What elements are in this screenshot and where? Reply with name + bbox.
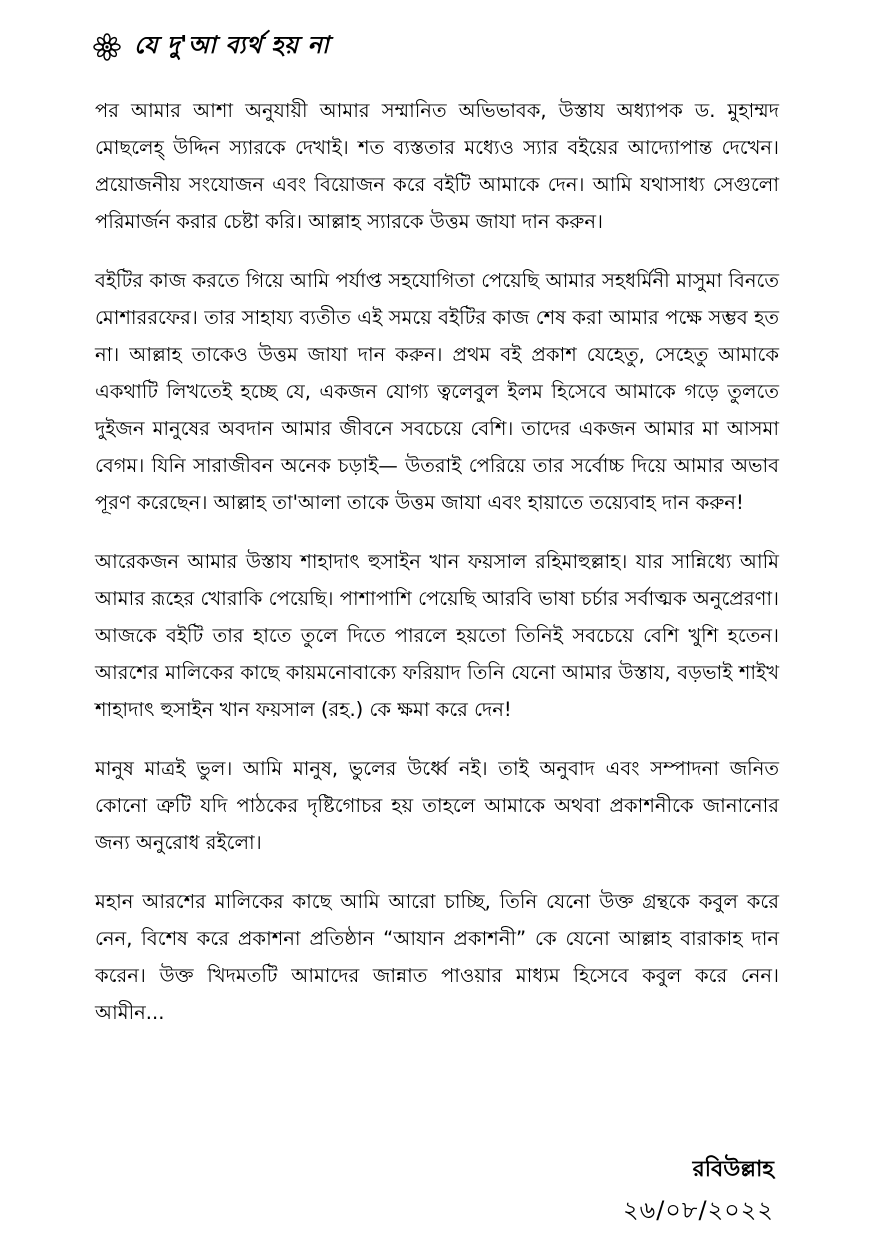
- running-header: [92, 26, 329, 68]
- body-text: [95, 92, 779, 1053]
- flower-ornament-icon: [92, 32, 122, 62]
- paragraph: পর আমার আশা অনুযায়ী আমার সম্মানিত অভিভাবক, উস্তায অধ্যাপক ড. মুহাম্মদ মোছলেহ্ উদ্দিন স্যারকে দেখাই। শত ব্যস্ততার মধ্যেও স্যার বইয়ের আদ্যোপান্ত দেখেন। প্রয়োজনীয় সংযোজন এবং বিয়োজন করে বইটি আমাকে দেন। আমি যথাসাধ্য সেগুলো পরিমার্জন করার চেষ্টা করি। আল্লাহ স্যারকে উত্তম জাযা দান করুন।: [95, 99, 779, 233]
- paragraph: আরেকজন আমার উস্তায শাহাদাৎ হুসাইন খান ফয়সাল রহিমাহুল্লাহ। যার সান্নিধ্যে আমি আমার রূহের খোরাকি পেয়েছি। পাশাপাশি পেয়েছি আরবি ভাষা চর্চার সর্বাত্মক অনুপ্রেরণা। আজকে বইটি তার হাতে তুলে দিতে পারলে হয়তো তিনিই সবচেয়ে বেশি খুশি হতেন। আরশের মালিকের কাছে কায়মনোবাক্যে ফরিয়াদ তিনি যেনো আমার উস্তায, বড়ভাই শাইখ শাহাদাৎ হুসাইন খান ফয়সাল (রহ.) কে ক্ষমা করে দেন!: [95, 550, 779, 721]
- paragraph: মহান আরশের মালিকের কাছে আমি আরো চাচ্ছি, তিনি যেনো উক্ত গ্রন্থকে কবুল করে নেন, বিশেষ করে প্রকাশনা প্রতিষ্ঠান “আযান প্রকাশনী” কে যেনো আল্লাহ বারাকাহ দান করেন। উক্ত খিদমতটি আমাদের জান্নাত পাওয়ার মাধ্যম হিসেবে কবুল করে নেন। আমীন...: [95, 890, 779, 1024]
- header-title: যে দু'আ ব্যর্থ হয় না: [134, 30, 330, 59]
- paragraph: বইটির কাজ করতে গিয়ে আমি পর্যাপ্ত সহযোগিতা পেয়েছি আমার সহধর্মিনী মাসুমা বিনতে মোশাররফের। তার সাহায্য ব্যতীত এই সময়ে বইটির কাজ শেষ করা আমার পক্ষে সম্ভব হত না। আল্লাহ তাকেও উত্তম জাযা দান করুন। প্রথম বই প্রকাশ যেহেতু, সেহেতু আমাকে একথাটি লিখতেই হচ্ছে যে, একজন যোগ্য ত্বলেবুল ইলম হিসেবে আমাকে গড়ে তুলতে দুইজন মানুষের অবদান আমার জীবনে সবচেয়ে বেশি। তাদের একজন আমার মা আসমা বেগম। যিনি সারাজীবন অনেক চড়াই— উতরাই পেরিয়ে তার সর্বোচ্চ দিয়ে আমার অভাব পূরণ করেছেন। আল্লাহ তা'আলা তাকে উত্তম জাযা এবং হায়াতে তয়্যেবাহ দান করুন!: [95, 269, 779, 514]
- paragraph: মানুষ মাত্রই ভুল। আমি মানুষ, ভুলের উর্ধ্বে নই। তাই অনুবাদ এবং সম্পাদনা জনিত কোনো ত্রুটি যদি পাঠকের দৃষ্টিগোচর হয় তাহলে আমাকে অথবা প্রকাশনীকে জানানোর জন্য অনুরোধ রইলো।: [95, 757, 779, 854]
- author-name: রবিউল্লাহ: [692, 1157, 774, 1182]
- signature-date: ২৬/০৮/২০২২: [623, 1196, 774, 1224]
- signature-block: [623, 1150, 774, 1230]
